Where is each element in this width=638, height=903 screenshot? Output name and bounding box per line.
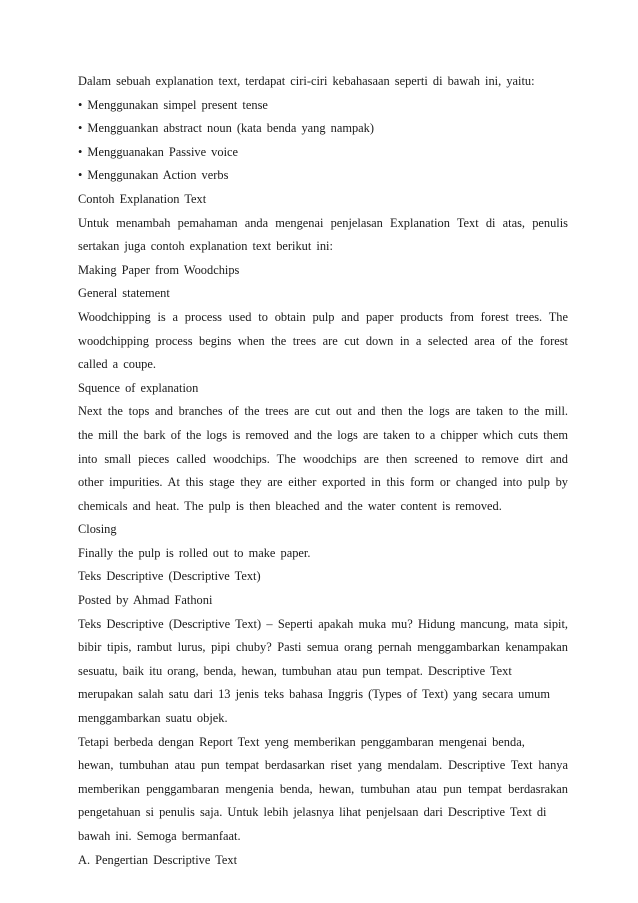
paragraph-line: sesuatu, baik itu orang, benda, hewan, tumbuhan atau pun tempat. Descriptive Text (78, 663, 512, 678)
paragraph-line: hewan, tumbuhan atau pun tempat berdasarkan riset yang mendalam. Descriptive Text hanya (78, 758, 568, 773)
document-page (78, 70, 568, 872)
paragraph-line: Finally the pulp is rolled out to make paper. (78, 545, 311, 560)
paragraph-line: pengetahuan si penulis saja. Untuk lebih jelasnya lihat penjelsaan dari Descriptive Text di (78, 805, 547, 820)
bullet-item: • Mengguankan abstract noun (kata benda yang nampak) (78, 121, 374, 136)
paragraph-line: called a coupe. (78, 357, 156, 372)
paragraph-line: other impurities. At this stage they are either exported in this form or changed into pulp by (78, 475, 568, 490)
paragraph-line: memberikan penggambaran mengenia benda, hewan, tumbuhan atau pun tempat berdasrakan (78, 781, 568, 796)
paragraph-line: woodchipping process begins when the trees are cut down in a selected area of the forest (78, 333, 568, 348)
paragraph-line: chemicals and heat. The pulp is then bleached and the water content is removed. (78, 498, 502, 513)
paragraph-line: merupakan salah satu dari 13 jenis teks bahasa Inggris (Types of Text) yang secara umum (78, 687, 550, 702)
bullet-item: • Menggunakan simpel present tense (78, 97, 268, 112)
paragraph-line: Next the tops and branches of the trees are cut out and then the logs are taken to the mill. (78, 404, 568, 419)
paragraph-line: Untuk menambah pemahaman anda mengenai penjelasan Explanation Text di atas, penulis (78, 215, 568, 230)
paragraph-line: into small pieces called woodchips. The woodchips are then screened to remove dirt and (78, 451, 568, 466)
section-heading: Contoh Explanation Text (78, 191, 207, 206)
section-heading: Squence of explanation (78, 380, 199, 395)
article-title: Teks Descriptive (Descriptive Text) (78, 569, 261, 584)
author-line: Posted by Ahmad Fathoni (78, 593, 213, 608)
section-heading: Closing (78, 522, 117, 537)
paragraph-line: Woodchipping is a process used to obtain pulp and paper products from forest trees. The (78, 309, 568, 324)
paragraph-line: bawah ini. Semoga bermanfaat. (78, 829, 241, 843)
paragraph-line: sertakan juga contoh explanation text berikut ini: (78, 239, 333, 254)
section-heading: General statement (78, 286, 170, 301)
section-heading: A. Pengertian Descriptive Text (78, 852, 238, 867)
paragraph-line: Teks Descriptive (Descriptive Text) – Seperti apakah muka mu? Hidung mancung, mata sipit, (78, 616, 568, 631)
paragraph-line: Tetapi berbeda dengan Report Text yeng memberikan penggambaran mengenai benda, (78, 734, 525, 749)
paragraph-line: the mill the bark of the logs is removed and the logs are taken to a chipper which cuts them (78, 427, 568, 442)
bullet-item: • Menggunakan Action verbs (78, 168, 229, 183)
paragraph-line: bibir tipis, rambut lurus, pipi chuby? Pasti semua orang pernah menggambarkan kenampakan (78, 640, 568, 655)
bullet-item: • Mengguanakan Passive voice (78, 144, 239, 159)
paragraph-line: menggambarkan suatu objek. (78, 711, 228, 726)
intro-paragraph: Dalam sebuah explanation text, terdapat ciri-ciri kebahasaan seperti di bawah ini, yaitu: (78, 74, 535, 88)
example-title: Making Paper from Woodchips (78, 262, 240, 277)
